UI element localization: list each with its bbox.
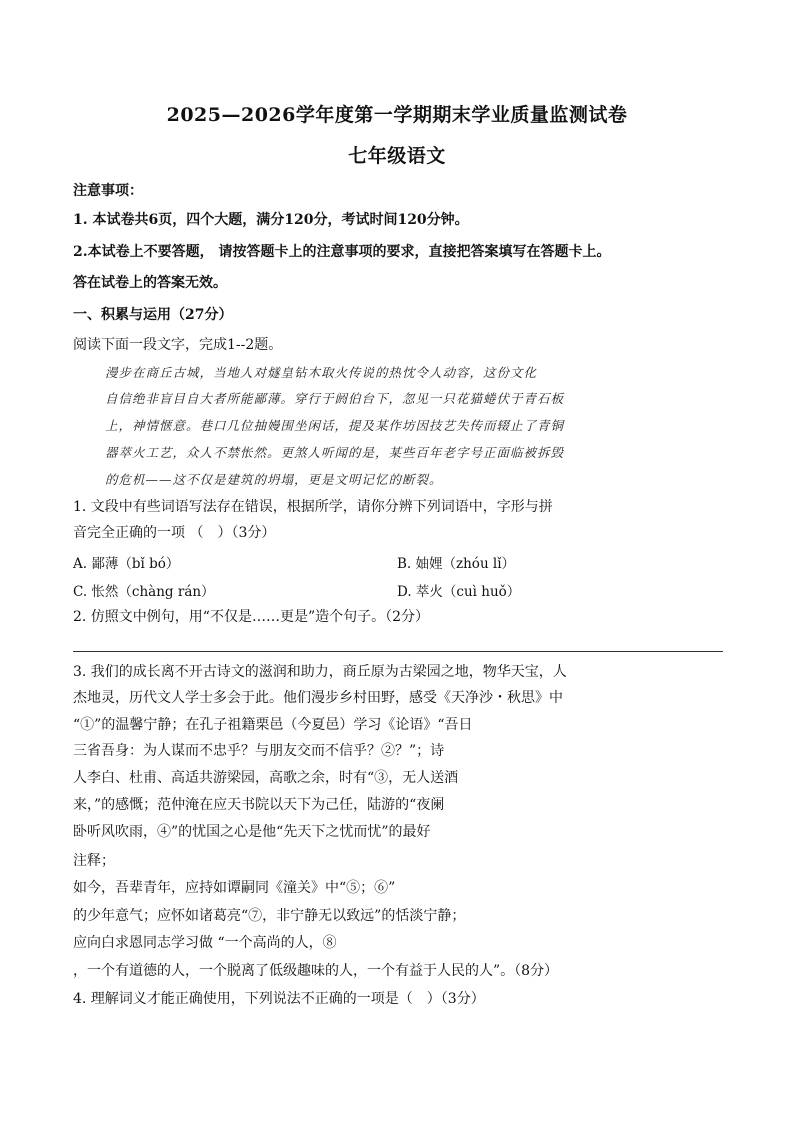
- section-heading: 一、积累与运用（27分）: [73, 307, 233, 323]
- q4-stem: 4. 理解词义才能正确使用，下列说法不正确的一项是（ ）（3分）: [73, 991, 485, 1007]
- passage-line: 器萃火工艺，众人不禁怅然。更煞人听闻的是，某些百年老字号正面临被拆毁: [105, 445, 565, 460]
- exam-subtitle: 七年级语文: [348, 145, 446, 167]
- q1-option-d: D. 萃火（cuì huǒ）: [397, 584, 521, 600]
- q1-option-c: C. 怅然（chàng rán）: [73, 584, 215, 600]
- passage-line: 的危机——这不仅是建筑的坍塌，更是文明记忆的断裂。: [105, 472, 443, 487]
- q3-line: 的少年意气；应怀如诸葛亮“⑦，非宁静无以致远”的恬淡宁静；: [73, 908, 466, 924]
- exam-title: 2025—2026学年度第一学期期末学业质量监测试卷: [166, 104, 628, 126]
- q1-option-b: B. 妯娌（zhóu lǐ）: [397, 556, 516, 572]
- q3-line: 杰地灵，历代文人学士多会于此。他们漫步乡村田野，感受《天净沙・秋思》中: [73, 690, 563, 706]
- q2-answer-line: [73, 651, 723, 652]
- q3-line: ，一个有道德的人，一个脱离了低级趣味的人，一个有益于人民的人”。（8分）: [73, 963, 559, 979]
- q1-option-a: A. 鄙薄（bǐ bó）: [73, 556, 180, 572]
- q3-line: 3. 我们的成长离不开古诗文的滋润和助力，商丘原为古梁园之地，物华天宝，人: [73, 664, 567, 680]
- notice-item-2: 2.本试卷上不要答题， 请按答题卡上的注意事项的要求，直接把答案填写在答题卡上。: [73, 244, 611, 260]
- notice-heading: 注意事项：: [73, 183, 143, 199]
- reading-intro: 阅读下面一段文字，完成1--2题。: [73, 337, 283, 353]
- q3-line: 人李白、杜甫、高适共游梁园，高歌之余，时有“③，无人送酒: [73, 770, 459, 786]
- q3-line: 注释；: [73, 853, 115, 869]
- notice-item-3: 答在试卷上的答案无效。: [73, 275, 227, 291]
- q3-line: 来，”的感慨；范仲淹在应天书院以天下为己任，陆游的“夜阑: [73, 797, 445, 813]
- passage-line: 自信绝非盲目自大者所能鄙薄。穿行于阏伯台下，忽见一只花猫蜷伏于青石板: [105, 391, 565, 406]
- q3-line: 如今，吾辈青年，应持如谭嗣同《潼关》中“⑤；⑥”: [73, 880, 396, 896]
- q1-stem-line2: 音完全正确的一项 （ ）（3分）: [73, 525, 276, 541]
- q3-line: 三省吾身：为人谋而不忠乎？与朋友交而不信乎？②？”；诗: [73, 743, 445, 759]
- notice-item-1: 1. 本试卷共6页，四个大题，满分120分，考试时间120分钟。: [73, 212, 469, 228]
- q3-line: “①”的温馨宁静；在孔子祖籍栗邑（今夏邑）学习《论语》“吾日: [73, 717, 473, 733]
- q1-stem-line1: 1. 文段中有些词语写法存在错误，根据所学，请你分辨下列词语中，字形与拼: [73, 499, 553, 515]
- q3-line: 应向白求恩同志学习做 “一个高尚的人，⑧: [73, 935, 337, 951]
- q2-stem: 2. 仿照文中例句，用“不仅是……更是”造个句子。（2分）: [73, 609, 430, 625]
- passage-line: 漫步在商丘古城，当地人对燧皇钻木取火传说的热忱令人动容，这份文化: [105, 365, 538, 380]
- q3-line: 卧听风吹雨，④”的忧国之心是他“先天下之忧而忧”的最好: [73, 824, 431, 840]
- passage-line: 上，神情惬意。巷口几位抽嫚围坐闲话，提及某作坊因技艺失传而辍止了青铜: [105, 418, 565, 433]
